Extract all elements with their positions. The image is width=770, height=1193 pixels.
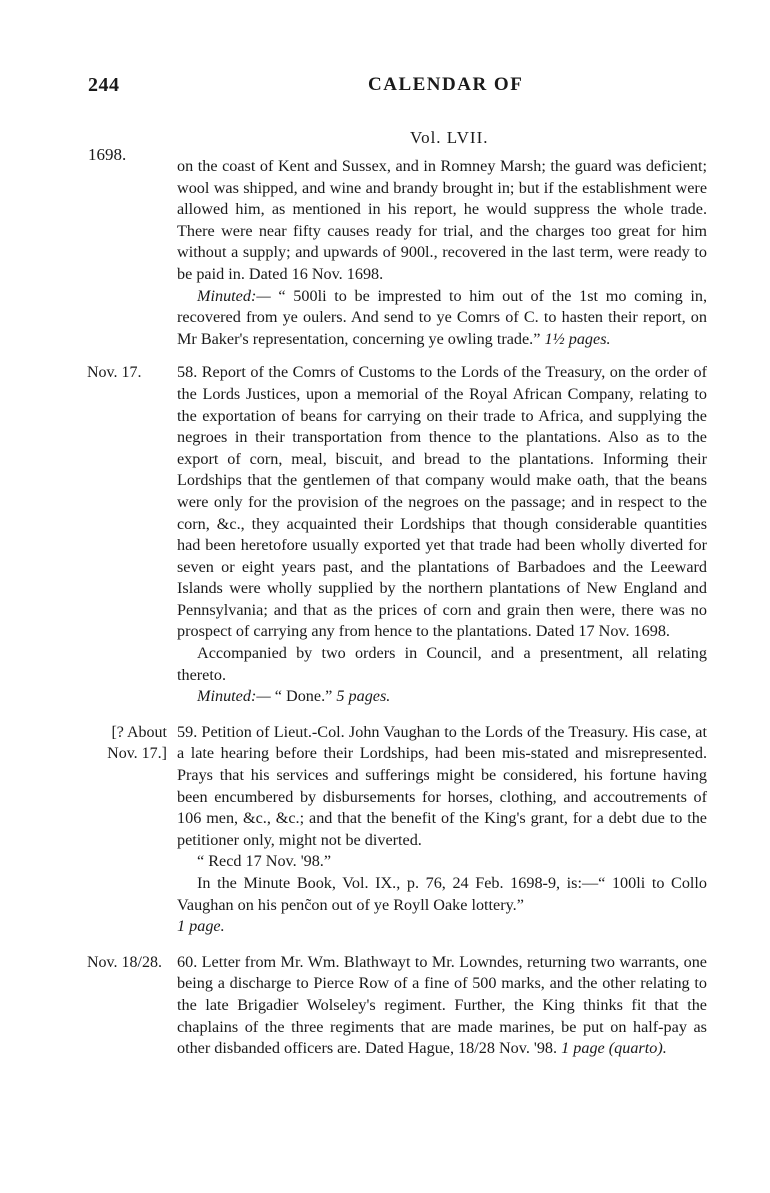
running-title: CALENDAR OF [368,74,524,95]
page-number: 244 [88,74,120,96]
margin-date: Nov. 17. [87,364,142,382]
entry-paragraph: In the Minute Book, Vol. IX., p. 76, 24 Feb. 1698-9, is:—“ 100li to Collo Vaughan on his penc̃on out of ye Royll Oake lottery.” [177,874,707,914]
minuted-text: “ 500li to be imprested to him out of the 1st mo coming in, recovered from ye oulers. And send to ye Comrs of C. to hasten their report, on Mr Baker's representation, concerning ye owling trade.” [177,286,707,348]
entry-paragraph: Accompanied by two orders in Council, and a presentment, all relating thereto. [177,644,707,684]
page-count: 5 pages. [336,687,391,706]
entry-paragraph: 58. Report of the Comrs of Customs to the Lords of the Treasury, on the order of the Lords Justices, upon a memorial of the Royal African Company, relating to the exportation of beans for carrying on their trade to Africa, and supplying the negroes in their transportation from thence to the plantations. Also as to the export of corn, meal, biscuit, and bread to the plantations. Informing their Lordships that the gentlemen of that company would make oath, that the beans were only for the provision of the negroes on the passage; and in respect to the corn, &c., they acquainted their Lordships that though considerable quantities had been heretofore usually exported yet that trade had been wholly diverted for seven or eight years past, and the plantations of Barbadoes and the Leeward Islands were wholly supplied by the northern plantations of New England and Pennsylvania; and that as the prices of corn and grain then were, there was no prospect of carrying any from hence to the plantations. Dated 17 Nov. 1698. [177,363,707,641]
entry-paragraph: 59. Petition of Lieut.-Col. John Vaughan to the Lords of the Treasury. His case, at a late hearing before their Lordships, had been mis-stated and misrepresented. Prays that his services and sufferings might be considered, his fortune having been encumbered by disbursements for horses, clothing, and accoutrements of 106 men, &c., &c.; and that the benefit of the King's grant, for a debt due to the petitioner only, might not be diverted. [177,722,707,849]
document-body [87,156,707,1060]
minuted-label: Minuted:— [197,687,271,706]
minuted-note [177,286,707,351]
page-count: 1 page. [177,917,225,936]
minuted-label: Minuted:— [197,286,271,305]
entry-continuation [177,156,707,350]
page-count: 1½ pages. [544,329,611,348]
minuted-note [177,686,707,708]
entry-58 [87,362,707,708]
year-marker: 1698. [88,145,127,164]
minuted-text: “ Done.” [274,687,333,706]
volume-heading: Vol. LVII. [410,128,489,147]
page-count: 1 page (quarto). [561,1039,667,1058]
entry-paragraph: on the coast of Kent and Sussex, and in Romney Marsh; the guard was deficient; wool was shipped, and wine and brandy brought in; but if the establishment were allowed him, as mentioned in his report, he would suppress the whole trade. There were near fifty causes ready for trial, and the charges too great for him without a supply; and upwards of 900l., recovered in the last term, were ready to be paid in. Dated 16 Nov. 1698. [177,157,707,283]
entry-59 [107,722,707,938]
received-note: “ Recd 17 Nov. '98.” [197,852,332,871]
margin-date: [? About Nov. 17.] [107,723,167,763]
entry-60 [87,952,707,1060]
entry-paragraph: 60. Letter from Mr. Wm. Blathwayt to Mr. Lowndes, returning two warrants, one being a discharge to Pierce Row of a fine of 500 marks, and the other relating to the late Brigadier Wolseley's regiment. Further, the King thinks fit that the chaplains of the three regiments that are made marines, be put on half-pay as other disbanded officers are. Dated Hague, 18/28 Nov. '98. 1 page (quarto). [177,952,707,1058]
margin-date: Nov. 18/28. [87,953,162,971]
